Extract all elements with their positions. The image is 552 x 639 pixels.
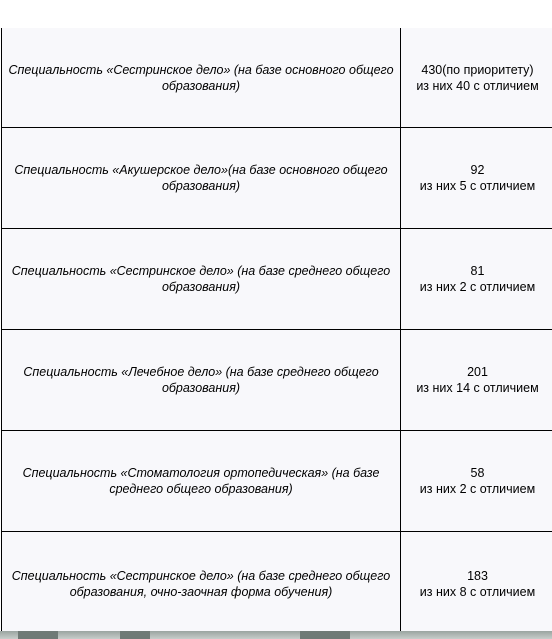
table-row <box>2 330 552 431</box>
specialty-name-cell: Специальность «Сестринское дело» (на базе основного общего образования) <box>2 28 401 127</box>
applicants-count-cell <box>401 128 552 228</box>
honors-count: из них 40 с отличием <box>416 78 539 93</box>
admissions-table <box>1 28 552 636</box>
honors-count: из них 2 с отличием <box>419 482 536 496</box>
edge-shade <box>18 631 58 639</box>
specialty-name-cell: Специальность «Сестринское дело» (на базе среднего общего образования, очно-заочная форма обучения) <box>2 532 401 636</box>
honors-count: из них 5 с отличием <box>419 179 536 193</box>
table-row <box>2 28 552 128</box>
applicants-count: 58 <box>470 466 485 480</box>
specialty-name-cell: Специальность «Акушерское дело»(на базе основного общего образования) <box>2 128 401 228</box>
edge-shade <box>300 631 350 639</box>
honors-count: из них 2 с отличием <box>419 280 536 294</box>
applicants-count: 92 <box>470 163 485 177</box>
honors-count: из них 14 с отличием <box>416 381 539 395</box>
window-bottom-edge <box>0 631 552 639</box>
table-row <box>2 431 552 532</box>
applicants-count-cell <box>401 532 552 636</box>
specialty-name-cell: Специальность «Лечебное дело» (на базе среднего общего образования) <box>2 330 401 430</box>
applicants-count-cell <box>401 330 552 430</box>
applicants-count-cell <box>401 28 552 127</box>
applicants-count: 183 <box>467 569 488 583</box>
honors-count: из них 8 с отличием <box>419 585 536 599</box>
specialty-name-cell: Специальность «Сестринское дело» (на базе среднего общего образования) <box>2 229 401 329</box>
table-row <box>2 128 552 229</box>
table-row <box>2 229 552 330</box>
table-row <box>2 532 552 636</box>
applicants-count-cell <box>401 229 552 329</box>
edge-shade <box>120 631 150 639</box>
applicants-count-cell <box>401 431 552 531</box>
applicants-count: 430(по приоритету) <box>421 62 534 77</box>
applicants-count: 81 <box>470 264 485 278</box>
specialty-name-cell: Специальность «Стоматология ортопедическая» (на базе среднего общего образования) <box>2 431 401 531</box>
applicants-count: 201 <box>467 365 488 379</box>
